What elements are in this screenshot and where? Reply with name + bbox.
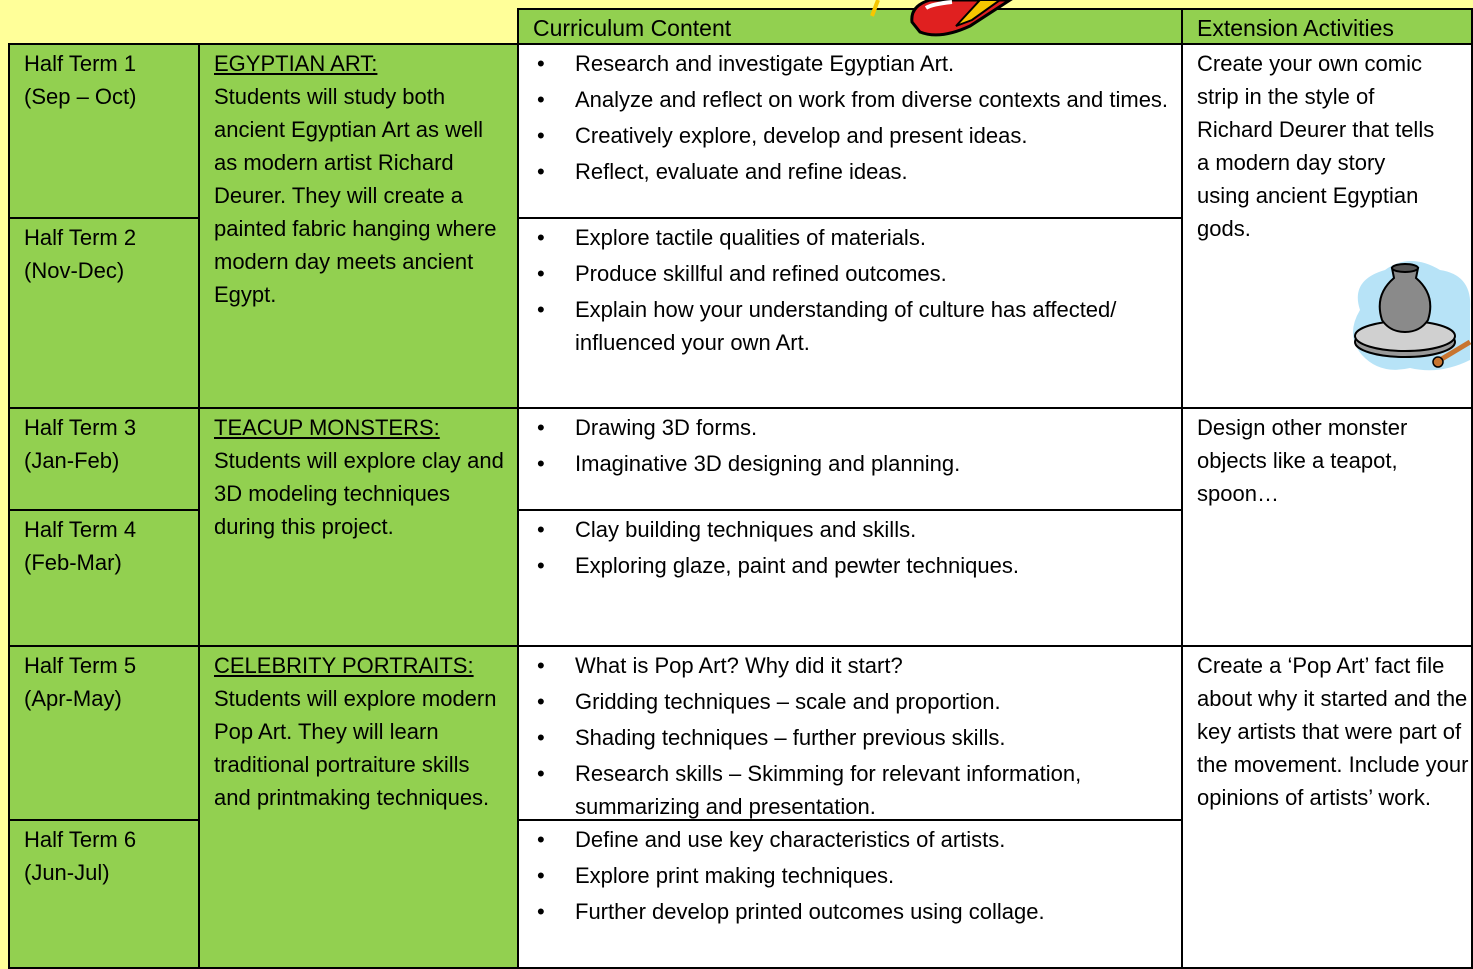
list-item: • Further develop printed outcomes using collage. [519,895,1181,928]
project-title-teacup: TEACUP MONSTERS: [214,415,440,440]
list-item: • Explain how your understanding of culture has affected/ influenced your own Art. [519,293,1181,359]
term-dates-6: (Jun-Jul) [24,860,110,885]
content-cell-1b [517,217,1183,409]
project-title-celebrity: CELEBRITY PORTRAITS: [214,653,474,678]
list-item: • Gridding techniques – scale and proportion. [519,685,1181,718]
project-desc-egyptian: Students will study both ancient Egyptian Art as well as modern artist Richard Deurer. They will create a painted fabric hanging where modern day meets ancient Egypt. [214,84,497,307]
list-item: • What is Pop Art? Why did it start? [519,649,1181,682]
list-item: • Research and investigate Egyptian Art. [519,47,1181,80]
list-item: • Produce skillful and refined outcomes. [519,257,1181,290]
pottery-wheel-icon [1340,250,1473,380]
term-name-4: Half Term 4 [24,517,137,542]
term-cell-3 [8,407,200,511]
content-cell-2a [517,407,1183,511]
list-item: • Clay building techniques and skills. [519,513,1181,546]
header-curriculum-label: Curriculum Content [533,15,732,41]
extension-cell-2 [1181,407,1473,647]
term-name-1: Half Term 1 [24,51,137,76]
content-cell-3b [517,819,1183,969]
term-cell-6 [8,819,200,969]
content-cell-3a [517,645,1183,821]
term-cell-4 [8,509,200,647]
term-name-3: Half Term 3 [24,415,137,440]
list-item: • Creatively explore, develop and present ideas. [519,119,1181,152]
project-desc-celebrity: Students will explore modern Pop Art. They will learn traditional portraiture skills and printmaking techniques. [214,686,497,810]
header-extension-label: Extension Activities [1197,15,1394,41]
list-item: • Imaginative 3D designing and planning. [519,447,1181,480]
extension-text-1: Create your own comic strip in the style of Richard Deurer that tells a modern day story using ancient Egyptian gods. [1197,51,1435,241]
extension-cell-3 [1181,645,1473,969]
term-cell-2 [8,217,200,409]
project-cell-egyptian [198,43,519,409]
list-item: • Explore print making techniques. [519,859,1181,892]
crayon-icon [860,0,1030,40]
term-dates-1: (Sep – Oct) [24,84,137,109]
list-item: • Research skills – Skimming for relevant information, summarizing and presentation. [519,757,1181,823]
term-dates-5: (Apr-May) [24,686,122,711]
project-desc-teacup: Students will explore clay and 3D modeling techniques during this project. [214,448,504,539]
term-dates-2: (Nov-Dec) [24,258,125,283]
extension-text-3: Create a ‘Pop Art’ fact file about why it started and the key artists that were part of the movement. Include your opinions of artists’ work. [1197,653,1469,810]
content-cell-2b [517,509,1183,647]
term-dates-3: (Jan-Feb) [24,448,120,473]
term-dates-4: (Feb-Mar) [24,550,122,575]
list-item: • Explore tactile qualities of materials. [519,221,1181,254]
list-item: • Reflect, evaluate and refine ideas. [519,155,1181,188]
term-name-2: Half Term 2 [24,225,137,250]
project-cell-celebrity [198,645,519,969]
term-name-6: Half Term 6 [24,827,137,852]
project-cell-teacup [198,407,519,647]
header-extension [1181,8,1473,45]
list-item: • Exploring glaze, paint and pewter techniques. [519,549,1181,582]
term-name-5: Half Term 5 [24,653,137,678]
project-title-egyptian: EGYPTIAN ART: [214,51,378,76]
extension-text-2: Design other monster objects like a teapot, spoon… [1197,415,1408,506]
header-curriculum [517,8,1183,45]
content-cell-1a [517,43,1183,219]
list-item: • Analyze and reflect on work from diverse contexts and times. [519,83,1181,116]
list-item: • Shading techniques – further previous skills. [519,721,1181,754]
term-cell-1 [8,43,200,219]
term-cell-5 [8,645,200,821]
list-item: • Drawing 3D forms. [519,411,1181,444]
list-item: • Define and use key characteristics of artists. [519,823,1181,856]
